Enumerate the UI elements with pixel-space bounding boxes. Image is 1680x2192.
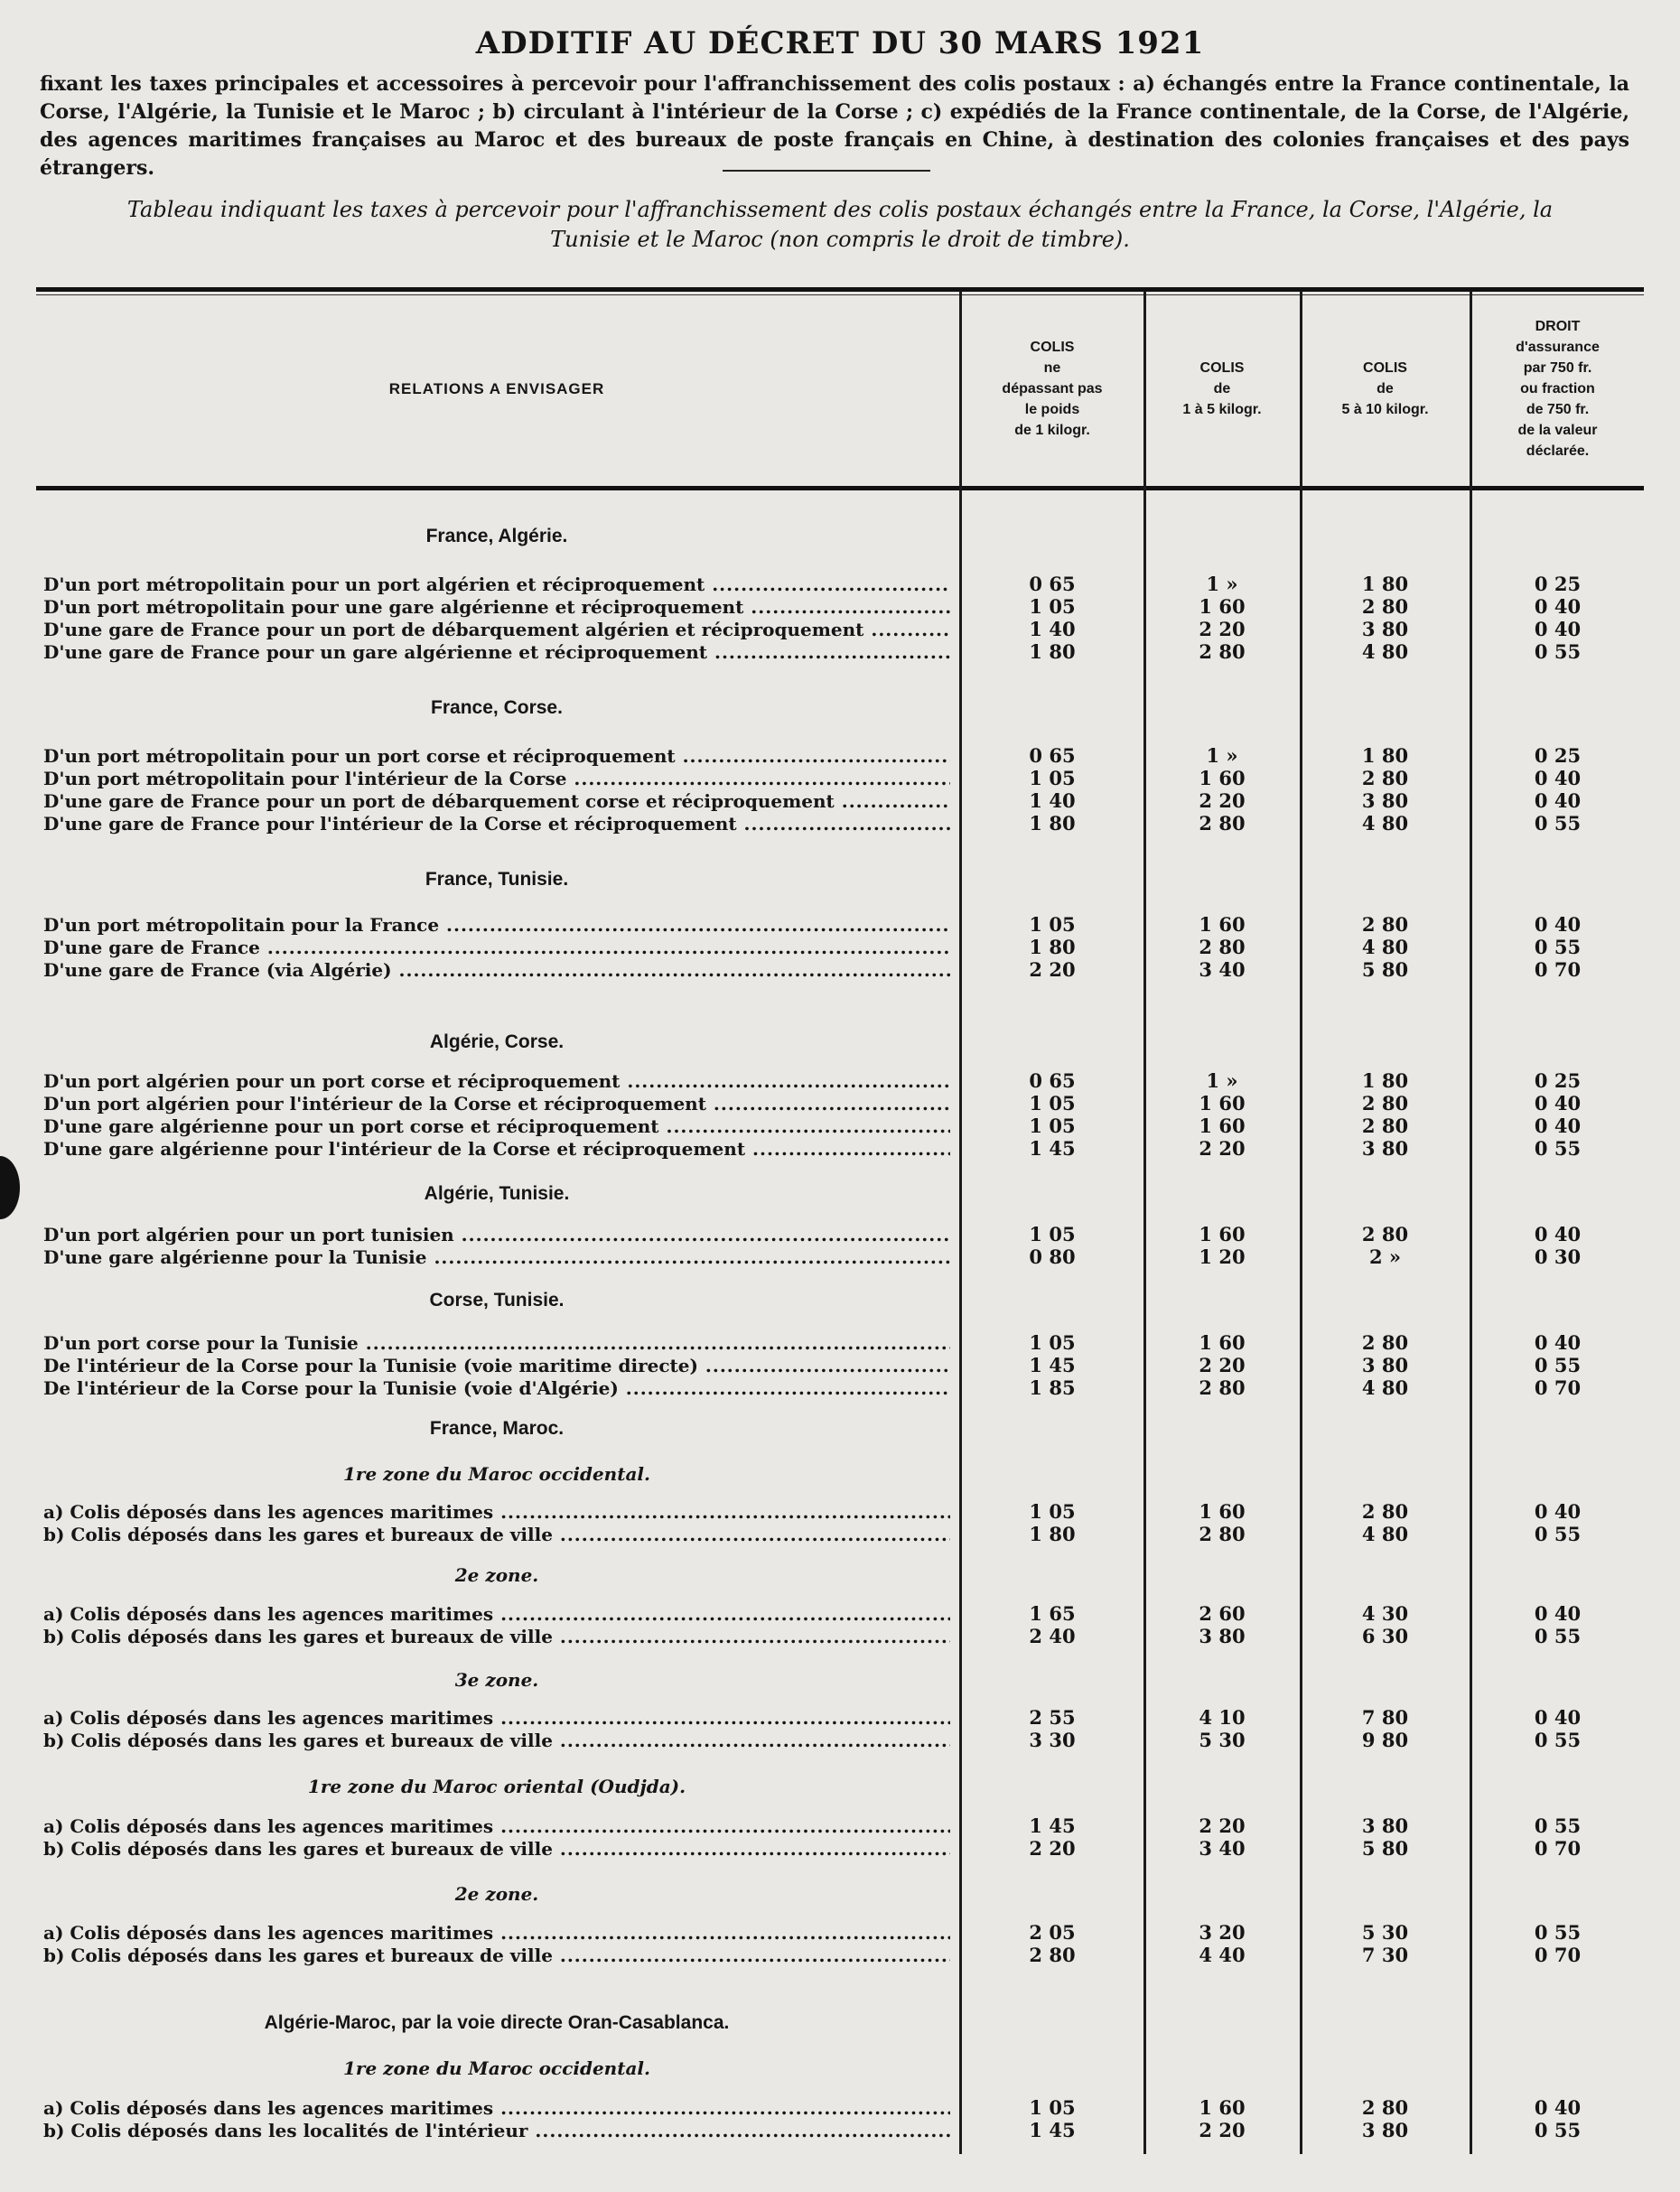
row-label: D'un port algérien pour un port corse et réciproquement .....: [43, 1070, 950, 1092]
row-label: b) Colis déposés dans les gares et bureaux de ville .....: [43, 1945, 950, 1966]
rate-value: 2 20: [1199, 1137, 1246, 1160]
zone-subtitle: 2e zone.: [454, 1883, 539, 1905]
rate-value: 0 65: [1029, 1069, 1076, 1092]
row-label: a) Colis déposés dans les agences maritimes .....: [43, 2097, 950, 2119]
header-colis-1-5kg: COLIS de 1 à 5 kilogr.: [1182, 359, 1262, 417]
rate-value: 1 05: [1029, 913, 1076, 936]
row-label: b) Colis déposés dans les gares et bureaux de ville .....: [43, 1838, 950, 1860]
rate-value: 0 55: [1534, 640, 1582, 663]
table-row: [0, 596, 1680, 618]
rate-value: 1 80: [1361, 1069, 1409, 1092]
rate-value: 3 80: [1361, 789, 1409, 812]
row-label: D'une gare algérienne pour la Tunisie .....: [43, 1246, 950, 1268]
rate-value: 1 80: [1029, 1523, 1076, 1545]
row-label: a) Colis déposés dans les agences maritimes .....: [43, 1501, 950, 1523]
table-row: [0, 1945, 1680, 1966]
column-divider: [959, 291, 962, 2154]
rate-value: 1 45: [1029, 2119, 1076, 2141]
rate-value: 0 55: [1534, 936, 1582, 958]
section-title: Algérie, Corse.: [429, 1031, 565, 1052]
rate-value: 0 25: [1534, 573, 1582, 595]
rate-value: 3 80: [1361, 1814, 1409, 1837]
rate-value: 2 80: [1361, 1500, 1409, 1523]
table-top-rule-thin: [36, 294, 1644, 295]
rate-value: 1 45: [1029, 1814, 1076, 1837]
table-row: [0, 1730, 1680, 1751]
rate-value: 2 80: [1029, 1944, 1076, 1966]
rate-value: 2 80: [1361, 913, 1409, 936]
rate-value: 0 55: [1534, 1921, 1582, 1944]
table-row: [0, 1138, 1680, 1160]
table-row: [0, 1838, 1680, 1860]
rate-value: 1 60: [1199, 1331, 1246, 1354]
row-label: D'une gare de France pour un gare algérienne et réciproquement .....: [43, 641, 950, 663]
row-label: a) Colis déposés dans les agences maritimes .....: [43, 1707, 950, 1729]
table-row: [0, 1524, 1680, 1545]
rate-value: 1 05: [1029, 1223, 1076, 1245]
rate-value: 3 80: [1361, 1137, 1409, 1160]
rate-value: 0 70: [1534, 1944, 1582, 1966]
rate-value: 1 85: [1029, 1376, 1076, 1399]
table-row: [0, 1355, 1680, 1376]
rate-value: 2 20: [1029, 958, 1076, 981]
table-row: [0, 1224, 1680, 1245]
header-relations: RELATIONS A ENVISAGER: [388, 379, 605, 397]
row-label: D'un port algérien pour un port tunisien .....: [43, 1224, 950, 1245]
rate-value: 1 »: [1206, 1069, 1238, 1092]
rate-value: 2 80: [1361, 595, 1409, 618]
rate-value: 0 65: [1029, 744, 1076, 767]
table-row: [0, 1377, 1680, 1399]
rate-value: 2 80: [1199, 1376, 1246, 1399]
rate-value: 1 45: [1029, 1354, 1076, 1376]
row-label: D'un port corse pour la Tunisie .....: [43, 1332, 950, 1354]
rate-value: 5 30: [1361, 1921, 1409, 1944]
rate-value: 1 60: [1199, 1223, 1246, 1245]
table-row: [0, 574, 1680, 595]
rate-value: 2 80: [1361, 1115, 1409, 1137]
rate-value: 0 40: [1534, 767, 1582, 789]
rate-value: 4 10: [1199, 1706, 1246, 1729]
rate-value: 1 60: [1199, 595, 1246, 618]
rate-value: 3 40: [1199, 958, 1246, 981]
header-colis-1kg: COLIS ne dépassant pas le poids de 1 kilogr.: [1002, 339, 1103, 438]
rate-value: 0 40: [1534, 1223, 1582, 1245]
rate-value: 4 80: [1361, 936, 1409, 958]
rate-value: 5 80: [1361, 1837, 1409, 1860]
row-label: a) Colis déposés dans les agences maritimes .....: [43, 1603, 950, 1625]
table-row: [0, 1922, 1680, 1944]
table-row: [0, 1246, 1680, 1268]
rate-value: 0 40: [1534, 1500, 1582, 1523]
row-label: D'une gare algérienne pour un port corse et réciproquement .....: [43, 1115, 950, 1137]
rate-value: 0 25: [1534, 744, 1582, 767]
row-label: D'une gare de France pour un port de débarquement algérien et réciproquement .....: [43, 619, 950, 640]
rate-value: 1 40: [1029, 789, 1076, 812]
rate-value: 3 30: [1029, 1729, 1076, 1751]
rate-value: 0 55: [1534, 1523, 1582, 1545]
rate-value: 1 60: [1199, 767, 1246, 789]
row-label: b) Colis déposés dans les localités de l'intérieur .....: [43, 2120, 950, 2141]
rate-value: 7 30: [1361, 1944, 1409, 1966]
column-divider: [1300, 291, 1302, 2154]
rate-value: 1 05: [1029, 1092, 1076, 1115]
rate-value: 1 60: [1199, 913, 1246, 936]
table-row: [0, 1707, 1680, 1729]
rate-value: 0 40: [1534, 618, 1582, 640]
document-title: ADDITIF AU DÉCRET DU 30 MARS 1921: [475, 25, 1205, 61]
rate-value: 1 60: [1199, 2096, 1246, 2119]
row-label: De l'intérieur de la Corse pour la Tunisie (voie maritime directe) .....: [43, 1355, 950, 1376]
rate-value: 2 80: [1361, 1331, 1409, 1354]
zone-subtitle: 2e zone.: [454, 1564, 539, 1586]
rate-value: 1 45: [1029, 1137, 1076, 1160]
rate-value: 2 80: [1361, 2096, 1409, 2119]
zone-subtitle: 1re zone du Maroc occidental.: [343, 1463, 650, 1485]
rate-value: 0 40: [1534, 1092, 1582, 1115]
rate-value: 2 05: [1029, 1921, 1076, 1944]
rate-value: 0 25: [1534, 1069, 1582, 1092]
rate-value: 4 40: [1199, 1944, 1246, 1966]
rate-value: 2 80: [1361, 1223, 1409, 1245]
row-label: D'une gare de France pour l'intérieur de la Corse et réciproquement .....: [43, 813, 950, 835]
section-title: Corse, Tunisie.: [429, 1290, 565, 1311]
table-row: [0, 619, 1680, 640]
rate-value: 5 80: [1361, 958, 1409, 981]
row-label: D'une gare algérienne pour l'intérieur de la Corse et réciproquement .....: [43, 1138, 950, 1160]
rate-value: 2 80: [1361, 767, 1409, 789]
rate-value: 0 40: [1534, 913, 1582, 936]
table-row: [0, 959, 1680, 981]
rate-value: 1 05: [1029, 2096, 1076, 2119]
rate-value: 1 60: [1199, 1500, 1246, 1523]
rate-value: 4 80: [1361, 812, 1409, 835]
table-row: [0, 1815, 1680, 1837]
header-droit-assurance: DROIT d'assurance par 750 fr. ou fraction de 750 fr. de la valeur déclarée.: [1516, 318, 1600, 459]
rate-value: 2 »: [1368, 1245, 1402, 1268]
row-label: a) Colis déposés dans les agences maritimes .....: [43, 1815, 950, 1837]
rate-value: 0 40: [1534, 1331, 1582, 1354]
section-title: France, Algérie.: [425, 526, 568, 546]
rate-value: 3 80: [1361, 618, 1409, 640]
rate-value: 0 55: [1534, 1137, 1582, 1160]
table-row: [0, 1115, 1680, 1137]
rate-value: 9 80: [1361, 1729, 1409, 1751]
rate-value: 2 20: [1199, 1814, 1246, 1837]
rate-value: 1 40: [1029, 618, 1076, 640]
section-title: France, Maroc.: [429, 1418, 565, 1439]
rate-value: 0 40: [1534, 1706, 1582, 1729]
row-label: D'un port algérien pour l'intérieur de la Corse et réciproquement .....: [43, 1093, 950, 1115]
rate-value: 0 40: [1534, 595, 1582, 618]
section-title: Algérie, Tunisie.: [424, 1183, 570, 1204]
rate-value: 1 80: [1029, 812, 1076, 835]
rate-value: 2 80: [1199, 1523, 1246, 1545]
table-row: [0, 745, 1680, 767]
rate-value: 4 80: [1361, 1376, 1409, 1399]
rate-value: 1 20: [1199, 1245, 1246, 1268]
rate-value: 1 »: [1206, 573, 1238, 595]
table-top-rule: [36, 287, 1644, 292]
rate-value: 0 55: [1534, 1729, 1582, 1751]
rate-value: 2 20: [1199, 2119, 1246, 2141]
row-label: b) Colis déposés dans les gares et bureaux de ville .....: [43, 1730, 950, 1751]
table-row: [0, 937, 1680, 958]
rate-value: 2 80: [1199, 936, 1246, 958]
rate-value: 3 80: [1361, 1354, 1409, 1376]
rate-value: 2 20: [1199, 1354, 1246, 1376]
row-label: D'un port métropolitain pour un port corse et réciproquement .....: [43, 745, 950, 767]
rate-value: 0 40: [1534, 1115, 1582, 1137]
rate-value: 1 05: [1029, 1500, 1076, 1523]
rate-value: 7 80: [1361, 1706, 1409, 1729]
row-label: a) Colis déposés dans les agences maritimes .....: [43, 1922, 950, 1944]
rate-value: 3 80: [1199, 1625, 1246, 1647]
rate-value: 3 40: [1199, 1837, 1246, 1860]
table-row: [0, 768, 1680, 789]
rate-value: 1 80: [1361, 573, 1409, 595]
row-label: D'un port métropolitain pour un port algérien et réciproquement .....: [43, 574, 950, 595]
table-row: [0, 1332, 1680, 1354]
row-label: D'une gare de France pour un port de débarquement corse et réciproquement .....: [43, 790, 950, 812]
rate-value: 0 40: [1534, 2096, 1582, 2119]
rate-value: 4 30: [1361, 1602, 1409, 1625]
table-row: [0, 2097, 1680, 2119]
header-bottom-rule: [36, 486, 1644, 490]
rate-value: 0 70: [1534, 1376, 1582, 1399]
rate-value: 2 60: [1199, 1602, 1246, 1625]
table-row: [0, 1603, 1680, 1625]
rate-value: 1 80: [1029, 936, 1076, 958]
zone-subtitle: 1re zone du Maroc occidental.: [343, 2057, 650, 2079]
rate-value: 1 80: [1361, 744, 1409, 767]
header-colis-5-10kg: COLIS de 5 à 10 kilogr.: [1341, 359, 1429, 417]
rate-value: 2 55: [1029, 1706, 1076, 1729]
rate-value: 1 65: [1029, 1602, 1076, 1625]
rate-value: 1 05: [1029, 1331, 1076, 1354]
table-row: [0, 2120, 1680, 2141]
rate-value: 0 55: [1534, 1354, 1582, 1376]
rate-value: 6 30: [1361, 1625, 1409, 1647]
rate-value: 1 60: [1199, 1115, 1246, 1137]
rate-value: 1 05: [1029, 595, 1076, 618]
table-row: [0, 790, 1680, 812]
rate-value: 2 20: [1199, 618, 1246, 640]
rate-value: 2 20: [1029, 1837, 1076, 1860]
document-intro: fixant les taxes principales et accessoires à percevoir pour l'affranchissement des colis postaux : a) échangés entre la France continentale, la Corse, l'Algérie, la Tunisie et le Maroc ; b) circulant à l'intérieur de la Corse ; c) expédiés de la France continentale, de la Corse, de l'Algérie, des agences maritimes françaises au Maroc et des bureaux de poste français en Chine, à destination des colonies françaises et des pays étrangers.: [40, 72, 1629, 180]
table-caption: Tableau indiquant les taxes à percevoir pour l'affranchissement des colis postaux échangés entre la France, la Corse, l'Algérie, la Tunisie et le Maroc (non compris le droit de timbre).: [126, 197, 1554, 252]
rate-value: 5 30: [1199, 1729, 1246, 1751]
rate-value: 2 40: [1029, 1625, 1076, 1647]
rate-value: 0 70: [1534, 958, 1582, 981]
row-label: D'une gare de France .....: [43, 937, 950, 958]
rate-value: 1 05: [1029, 1115, 1076, 1137]
row-label: D'un port métropolitain pour la France .....: [43, 914, 950, 936]
row-label: D'une gare de France (via Algérie) .....: [43, 959, 950, 981]
table-row: [0, 1626, 1680, 1647]
rate-value: 0 40: [1534, 1602, 1582, 1625]
rate-value: 2 80: [1199, 640, 1246, 663]
row-label: D'un port métropolitain pour l'intérieur de la Corse .....: [43, 768, 950, 789]
rate-value: 0 40: [1534, 789, 1582, 812]
row-label: b) Colis déposés dans les gares et bureaux de ville .....: [43, 1524, 950, 1545]
rate-value: 0 55: [1534, 2119, 1582, 2141]
column-divider: [1143, 291, 1146, 2154]
rate-value: 0 55: [1534, 812, 1582, 835]
rate-value: 0 30: [1534, 1245, 1582, 1268]
table-row: [0, 641, 1680, 663]
row-label: D'un port métropolitain pour une gare algérienne et réciproquement .....: [43, 596, 950, 618]
table-row: [0, 1501, 1680, 1523]
rate-value: 2 80: [1361, 1092, 1409, 1115]
rate-value: 2 20: [1199, 789, 1246, 812]
rate-value: 4 80: [1361, 640, 1409, 663]
rate-value: 3 20: [1199, 1921, 1246, 1944]
rate-value: 1 80: [1029, 640, 1076, 663]
rate-value: 0 65: [1029, 573, 1076, 595]
rate-value: 1 »: [1206, 744, 1238, 767]
rate-value: 0 55: [1534, 1814, 1582, 1837]
zone-subtitle: 1re zone du Maroc oriental (Oudjda).: [307, 1776, 686, 1797]
table-row: [0, 1070, 1680, 1092]
zone-subtitle: 3e zone.: [454, 1669, 539, 1691]
table-row: [0, 813, 1680, 835]
title-divider: [723, 170, 930, 172]
section-title: France, Corse.: [431, 697, 563, 718]
column-divider: [1470, 291, 1472, 2154]
section-title: France, Tunisie.: [425, 869, 569, 890]
rate-value: 1 60: [1199, 1092, 1246, 1115]
rate-value: 0 70: [1534, 1837, 1582, 1860]
binding-hole: [0, 1156, 20, 1219]
section-title: Algérie-Maroc, par la voie directe Oran-Casablanca.: [264, 2012, 730, 2033]
rate-value: 2 80: [1199, 812, 1246, 835]
table-row: [0, 914, 1680, 936]
row-label: De l'intérieur de la Corse pour la Tunisie (voie d'Algérie) .....: [43, 1377, 950, 1399]
row-label: b) Colis déposés dans les gares et bureaux de ville .....: [43, 1626, 950, 1647]
rate-value: 1 05: [1029, 767, 1076, 789]
rate-value: 3 80: [1361, 2119, 1409, 2141]
rate-value: 4 80: [1361, 1523, 1409, 1545]
table-row: [0, 1093, 1680, 1115]
rate-value: 0 55: [1534, 1625, 1582, 1647]
rate-value: 0 80: [1029, 1245, 1076, 1268]
